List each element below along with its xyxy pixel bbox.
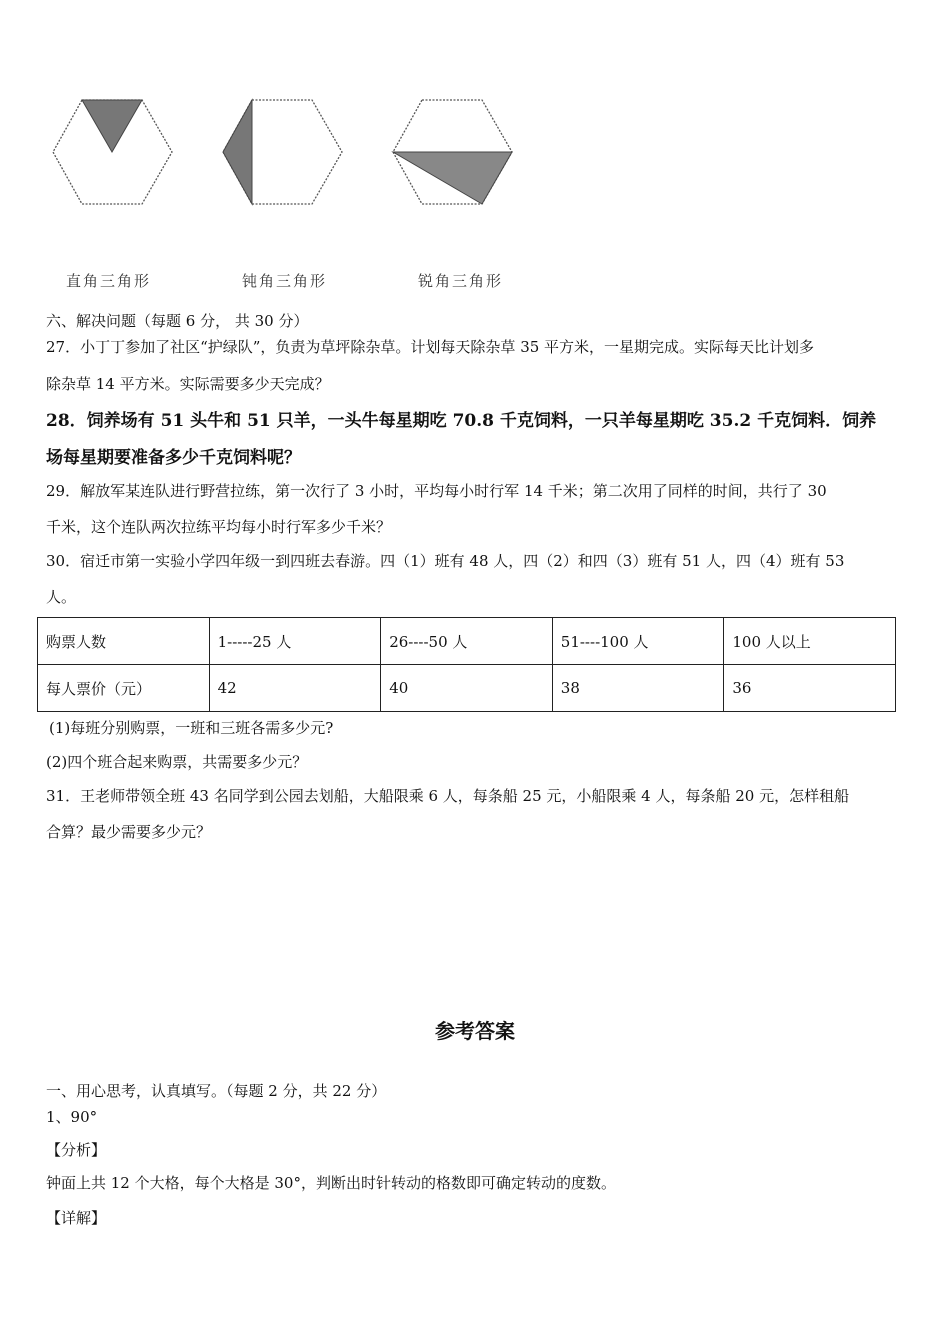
hexagon-figure-right-triangle bbox=[50, 90, 175, 210]
q28-line1: 28．饲养场有 51 头牛和 51 只羊，一头牛每星期吃 70.8 千克饲料，一只羊每星期吃 35.2 千克饲料．饲养 bbox=[46, 411, 877, 431]
answers-section1-heading: 一、用心思考，认真填写。（每题 2 分，共 22 分） bbox=[46, 1082, 387, 1100]
q27-line2: 除杂草 14 平方米。实际需要多少天完成？ bbox=[46, 375, 330, 393]
table-cell: 51----100 人 bbox=[552, 618, 724, 665]
hexagon-figure-obtuse-triangle bbox=[220, 90, 345, 210]
table-cell: 38 bbox=[552, 665, 724, 712]
q30-line2: 人。 bbox=[46, 588, 77, 606]
q31-line1: 31．王老师带领全班 43 名同学到公园去划船，大船限乘 6 人，每条船 25 元，小船限乘 4 人，每条船 20 元，怎样租船 bbox=[46, 787, 850, 805]
q28-line2: 场每星期要准备多少千克饲料呢？ bbox=[46, 448, 301, 468]
table-cell: 购票人数 bbox=[38, 618, 210, 665]
caption-right-triangle: 直角三角形 bbox=[66, 272, 152, 290]
table-row bbox=[38, 665, 896, 712]
q31-line2: 合算？最少需要多少元？ bbox=[46, 823, 212, 841]
q30-line1: 30．宿迁市第一实验小学四年级一到四班去春游。四（1）班有 48 人，四（2）和四（3）班有 51 人，四（4）班有 53 bbox=[46, 552, 845, 570]
section6-heading: 六、解决问题（每题 6 分， 共 30 分） bbox=[46, 312, 309, 330]
caption-acute-triangle: 锐角三角形 bbox=[418, 272, 504, 290]
table-cell: 每人票价（元） bbox=[38, 665, 210, 712]
table-header-row bbox=[38, 618, 896, 665]
table-cell: 100 人以上 bbox=[724, 618, 896, 665]
hexagon-figure-acute-triangle bbox=[390, 90, 515, 210]
table-cell: 36 bbox=[724, 665, 896, 712]
ticket-price-table bbox=[37, 617, 896, 712]
analysis-label: 【分析】 bbox=[46, 1141, 107, 1159]
table-cell: 26----50 人 bbox=[381, 618, 553, 665]
table-cell: 1-----25 人 bbox=[209, 618, 381, 665]
q30-sub2: (2)四个班合起来购票，共需要多少元？ bbox=[46, 753, 308, 771]
analysis-text: 钟面上共 12 个大格，每个大格是 30°，判断出时针转动的格数即可确定转动的度数。 bbox=[46, 1174, 616, 1192]
table-cell: 42 bbox=[209, 665, 381, 712]
detail-label: 【详解】 bbox=[46, 1209, 107, 1227]
q27-line1: 27．小丁丁参加了社区“护绿队”，负责为草坪除杂草。计划每天除杂草 35 平方米，一星期完成。实际每天比计划多 bbox=[46, 338, 815, 356]
answers-title: 参考答案 bbox=[435, 1019, 515, 1043]
q29-line2: 千米，这个连队两次拉练平均每小时行军多少千米？ bbox=[46, 518, 392, 536]
answer-1: 1、90° bbox=[46, 1108, 98, 1126]
caption-obtuse-triangle: 钝角三角形 bbox=[242, 272, 328, 290]
q30-sub1: (1)每班分别购票，一班和三班各需多少元? bbox=[49, 719, 334, 737]
q29-line1: 29．解放军某连队进行野营拉练，第一次行了 3 小时，平均每小时行军 14 千米；第二次用了同样的时间，共行了 30 bbox=[46, 482, 827, 500]
table-cell: 40 bbox=[381, 665, 553, 712]
